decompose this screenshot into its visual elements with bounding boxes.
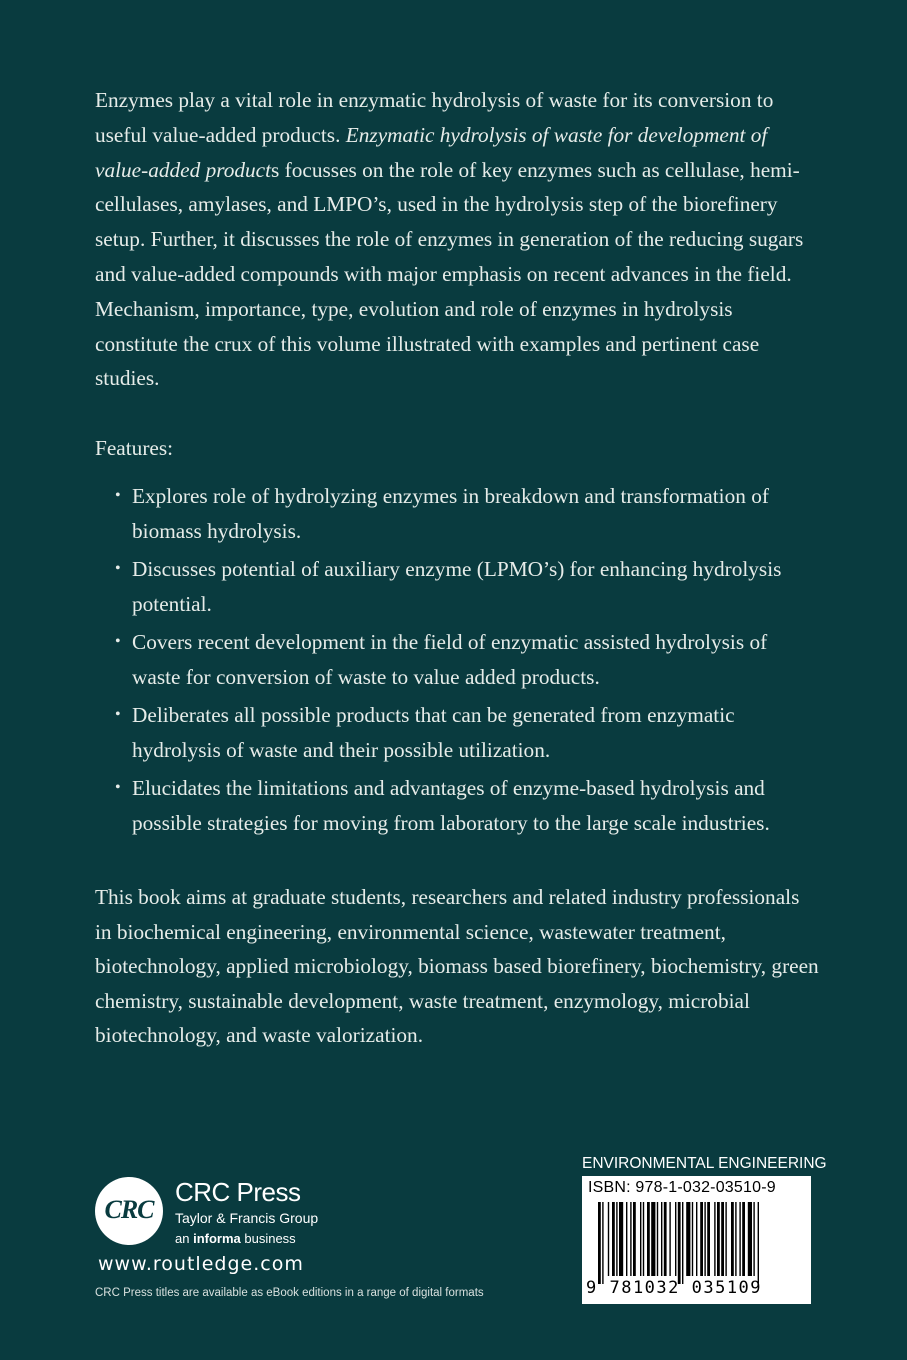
tagline-bold: informa	[193, 1231, 241, 1246]
barcode-bar	[633, 1202, 636, 1276]
barcode-bar	[661, 1202, 662, 1276]
feature-item	[115, 625, 795, 694]
barcode-bar	[731, 1202, 734, 1276]
book-title-italic: Enzymatic hydrolysis of waste for development of value-added product	[95, 122, 768, 182]
bullet-icon: •	[115, 779, 121, 796]
barcode-bar	[678, 1202, 681, 1284]
publisher-name: CRC Press	[175, 1177, 301, 1207]
barcode-digits: 9 781032 035109	[586, 1278, 763, 1298]
crc-logo-text: CRC	[104, 1195, 154, 1224]
feature-text: Covers recent development in the field of enzymatic assisted hydrolysis of waste for conversion of waste to value added products.	[132, 630, 768, 689]
barcode-bar	[608, 1202, 609, 1276]
publisher-group: Taylor & Francis Group	[175, 1210, 319, 1226]
barcode-bar	[725, 1202, 726, 1276]
feature-item	[115, 479, 795, 548]
barcode-bar	[612, 1202, 615, 1276]
barcode-bar	[619, 1202, 623, 1276]
isbn-label: ISBN: 978-1-032-03510-9	[588, 1179, 776, 1196]
bullet-icon: •	[115, 487, 121, 504]
barcode-bar	[696, 1202, 697, 1276]
barcode-bar	[682, 1202, 683, 1284]
features-list	[115, 479, 795, 844]
feature-text: Deliberates all possible products that can be generated from enzymatic hydrolysis of waste and their possible utilization.	[132, 703, 735, 762]
feature-text: Explores role of hydrolyzing enzymes in breakdown and transformation of biomass hydrolysis.	[132, 484, 769, 543]
barcode-bar	[704, 1202, 705, 1276]
feature-text: Discusses potential of auxiliary enzyme (LPMO’s) for enhancing hydrolysis potential.	[132, 557, 782, 616]
barcode-bar	[753, 1202, 754, 1276]
barcode-bar	[664, 1202, 667, 1276]
barcode-bar	[714, 1202, 715, 1276]
audience-paragraph: This book aims at graduate students, researchers and related industry professionals in biochemical engineering, environmental science, wastewater treatment, biotechnology, applied microbiology, biomass based biorefinery, biochemistry, green chemistry, sustainable development, waste treatment, enzymology, microbial biotechnology, and waste valorization.	[95, 885, 819, 1048]
barcode-bar	[700, 1202, 703, 1276]
bullet-icon: •	[115, 706, 121, 723]
tagline-prefix: an	[175, 1231, 194, 1246]
features-heading: Features:	[95, 436, 174, 460]
barcode-bar	[651, 1202, 655, 1276]
publisher-tagline	[175, 1231, 296, 1246]
barcode-bar	[717, 1202, 720, 1276]
ebook-note: CRC Press titles are available as eBook editions in a range of digital formats	[95, 1287, 484, 1299]
bullet-icon: •	[115, 560, 121, 577]
crc-logo-icon	[95, 1177, 163, 1245]
intro-text-start: Enzymes play a vital role in enzymatic hydrolysis of waste for its conversion to useful value-added products.	[95, 88, 774, 147]
intro-paragraph	[95, 83, 820, 396]
tagline-suffix: business	[240, 1231, 296, 1246]
barcode-bar	[675, 1202, 676, 1276]
feature-item	[115, 552, 795, 621]
barcode-bar	[657, 1202, 658, 1276]
barcode-bar	[630, 1202, 631, 1276]
barcode-bar	[692, 1202, 693, 1276]
barcode-bar	[626, 1202, 627, 1276]
barcode-bar	[647, 1202, 650, 1276]
barcode-bar	[735, 1202, 736, 1276]
bullet-icon: •	[115, 633, 121, 650]
barcode-bar	[748, 1202, 752, 1276]
feature-text: Elucidates the limitations and advantages of enzyme-based hydrolysis and possible strategies for moving from laboratory to the large scale industries.	[132, 776, 770, 835]
barcode-bar	[602, 1202, 603, 1284]
barcode-bar	[707, 1202, 710, 1276]
subject-category: ENVIRONMENTAL ENGINEERING	[582, 1155, 827, 1172]
feature-item	[115, 698, 795, 767]
feature-item	[115, 771, 795, 840]
barcode-area	[582, 1154, 827, 1304]
barcode-bar	[643, 1202, 644, 1276]
barcode-bar	[742, 1202, 745, 1276]
barcode-bar	[640, 1202, 641, 1276]
barcode-bar	[598, 1202, 601, 1284]
publisher-logo-block	[95, 1177, 515, 1307]
barcode-bar	[758, 1202, 759, 1284]
website-link[interactable]: www.routledge.com	[98, 1253, 304, 1275]
barcode-bar	[739, 1202, 740, 1276]
barcode-bar	[669, 1202, 670, 1276]
intro-text-rest: s focusses on the role of key enzymes such as cellulase, hemi-cellulases, amylases, and LMPO’s, used in the hydrolysis step of the biorefinery setup. Further, it discusses the role of enzymes in generation of the reducing sugars and value-added compounds with major emphasis on recent advances in the field. Mechanism, importance, type, evolution and role of enzymes in hydrolysis constitute the crux of this volume illustrated with examples and pertinent case studies.	[95, 157, 804, 391]
barcode-box	[582, 1176, 811, 1304]
barcode-bar	[686, 1202, 690, 1276]
barcode-bar	[721, 1202, 724, 1276]
barcode-bar	[616, 1202, 617, 1276]
